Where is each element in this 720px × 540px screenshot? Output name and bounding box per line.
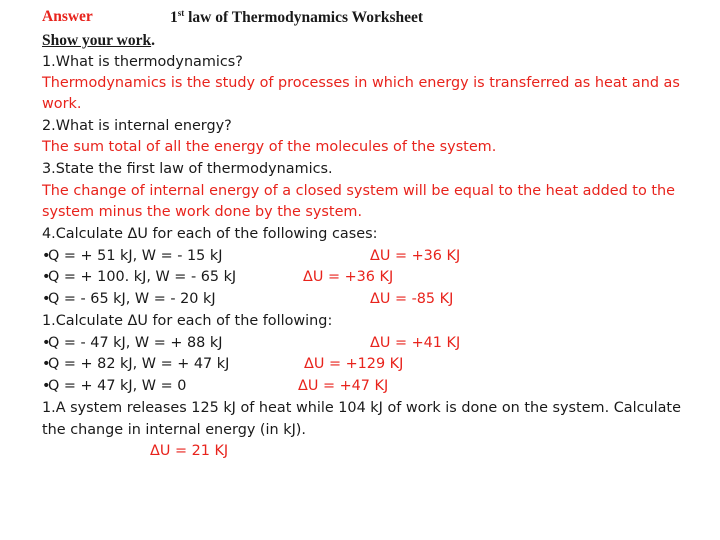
case-4c-answer: ΔU = -85 KJ	[370, 291, 454, 307]
case-4a: •Q = + 51 kJ, W = - 15 kJ	[42, 248, 223, 264]
answer-2: The sum total of all the energy of the molecules of the system.	[42, 139, 497, 155]
answer-1-line-1: Thermodynamics is the study of processes in which energy is transferred as heat and as	[42, 75, 680, 91]
question-6-line-2: the change in internal energy (in kJ).	[42, 422, 306, 438]
answer-1-line-2: work.	[42, 96, 82, 112]
question-2: 2.What is internal energy?	[42, 118, 232, 134]
answer-6: ΔU = 21 KJ	[150, 443, 229, 459]
case-4a-answer: ΔU = +36 KJ	[370, 248, 461, 264]
answer-label: Answer	[42, 8, 93, 25]
question-5: 1.Calculate ΔU for each of the following:	[42, 313, 333, 329]
case-5c-answer: ΔU = +47 KJ	[298, 378, 389, 394]
answer-3-line-1: The change of internal energy of a closed system will be equal to the heat added to the	[42, 183, 675, 199]
case-5a-answer: ΔU = +41 KJ	[370, 335, 461, 351]
question-4: 4.Calculate ΔU for each of the following cases:	[42, 226, 378, 242]
case-4b: •Q = + 100. kJ, W = - 65 kJ	[42, 269, 237, 285]
answer-3-line-2: system minus the work done by the system.	[42, 204, 363, 220]
case-5b-answer: ΔU = +129 KJ	[304, 356, 404, 372]
case-5b: •Q = + 82 kJ, W = + 47 kJ	[42, 356, 230, 372]
question-6-line-1: 1.A system releases 125 kJ of heat while 104 kJ of work is done on the system. Calculate	[42, 400, 681, 416]
case-5a: •Q = - 47 kJ, W = + 88 kJ	[42, 335, 223, 351]
question-3: 3.State the first law of thermodynamics.	[42, 161, 333, 177]
show-work-instruction: Show your work.	[42, 32, 155, 49]
case-4c: •Q = - 65 kJ, W = - 20 kJ	[42, 291, 216, 307]
question-1: 1.What is thermodynamics?	[42, 54, 243, 70]
case-4b-answer: ΔU = +36 KJ	[303, 269, 394, 285]
worksheet-title: 1st law of Thermodynamics Worksheet	[170, 8, 424, 27]
case-5c: •Q = + 47 kJ, W = 0	[42, 378, 187, 394]
